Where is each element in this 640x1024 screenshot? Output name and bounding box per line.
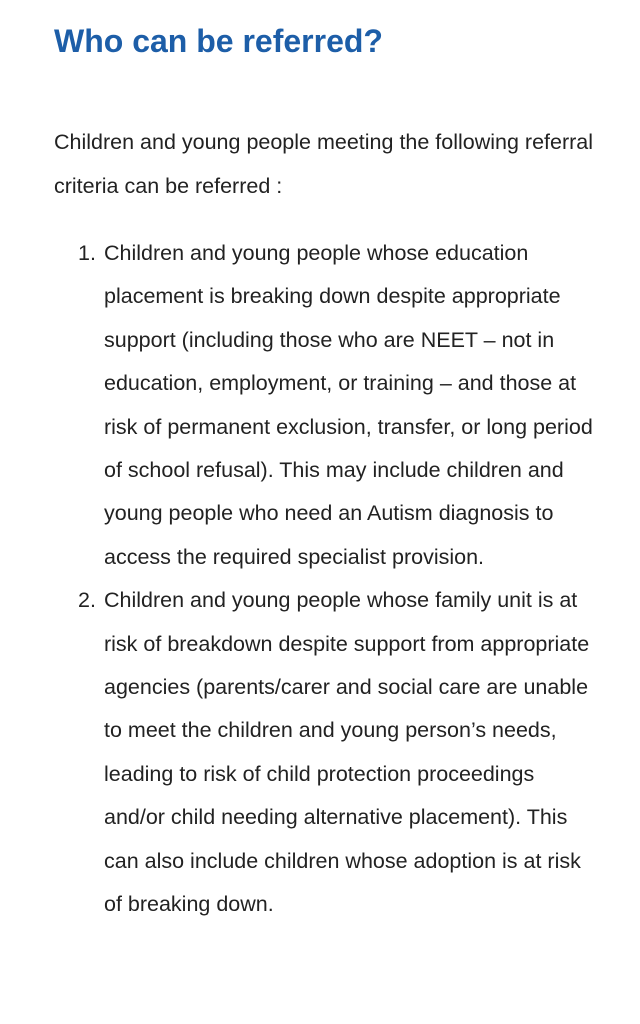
criteria-number: 1. [78,241,96,265]
intro-paragraph: Children and young people meeting the following referral criteria can be referred : [54,130,594,198]
referral-criteria-list [54,232,600,927]
section-heading: Who can be referred? [54,23,383,59]
criteria-number: 2. [78,588,96,613]
criteria-item-1 [78,232,600,579]
criteria-item-2 [78,579,600,926]
criteria-text: Children and young people whose education placement is breaking down despite appropriate support (including those who are NEET – not in education, employment, or training – and those at risk of permanent exclusion, transfer, or long period of school refusal). This may include children and young people who need an Autism diagnosis to access the required specialist provision. [104,241,593,569]
criteria-text: Children and young people whose family unit is at risk of breakdown despite support from appropriate agencies (parents/carer and social care are unable to meet the children and young person’s needs, leading to risk of child protection proceedings and/or child needing alternative placement). This can also include children whose adoption is at risk of breaking down. [104,588,590,917]
